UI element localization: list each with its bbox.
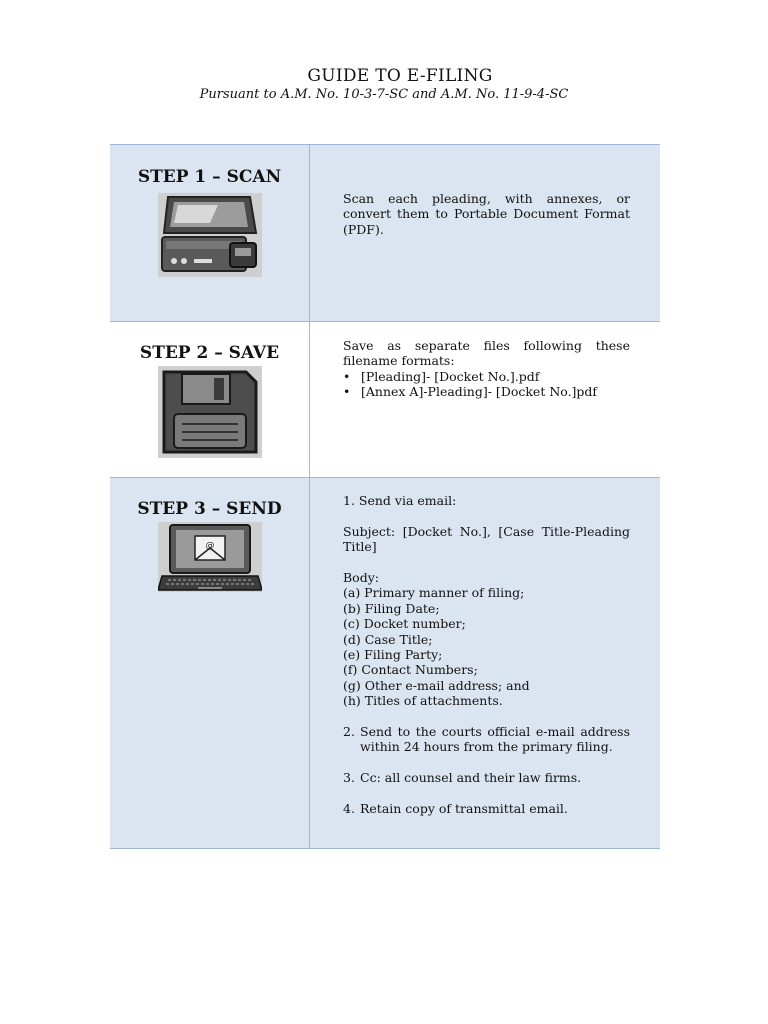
filename-format-list — [343, 369, 630, 400]
send-step-item-1: 1. Send via email: — [343, 493, 457, 508]
body-item: (b) Filing Date; — [343, 600, 440, 616]
step-2-title: STEP 2 – SAVE — [139, 343, 280, 363]
body-item: (d) Case Title; — [343, 631, 433, 647]
step-label-cell — [110, 145, 310, 322]
item-number: 4. — [343, 801, 355, 817]
body-item: (e) Filing Party; — [343, 647, 443, 663]
body-item: (c) Docket number; — [343, 616, 466, 632]
list-item: • [Pleading]- [Docket No.].pdf — [343, 369, 630, 384]
item-number: 3. — [343, 770, 355, 786]
step-row-save — [110, 322, 660, 478]
step-description-cell — [310, 145, 661, 322]
send-step-item-2 — [343, 724, 630, 755]
send-step-item-3 — [343, 770, 630, 785]
step-2-intro: Save as separate files following these filename formats: — [343, 338, 630, 369]
page-title: GUIDE TO E-FILING — [307, 66, 493, 86]
svg-text:@: @ — [205, 541, 214, 551]
step-3-title: STEP 3 – SEND — [137, 499, 282, 519]
email-body-label: Body: — [343, 570, 379, 585]
body-item: (a) Primary manner of filing; — [343, 585, 525, 601]
steps-table — [110, 144, 660, 849]
item-text: Send to the courts official e-mail address within 24 hours from the primary filing. — [360, 724, 630, 755]
step-1-text: Scan each pleading, with annexes, or convert them to Portable Document Format (PDF). — [343, 191, 630, 237]
step-label-cell — [110, 478, 310, 849]
step-label-cell — [110, 322, 310, 478]
step-description-cell — [310, 478, 661, 849]
step-row-send — [110, 478, 660, 849]
floppy-disk-icon — [158, 366, 262, 458]
send-step-item-4 — [343, 801, 630, 816]
item-text: Cc: all counsel and their law firms. — [360, 770, 582, 786]
step-1-title: STEP 1 – SCAN — [137, 167, 282, 187]
item-number: 2. — [343, 724, 355, 740]
page-subtitle: Pursuant to A.M. No. 10-3-7-SC and A.M. No. 11-9-4-SC — [199, 87, 569, 102]
laptop-email-icon — [158, 522, 262, 592]
body-item: (g) Other e-mail address; and — [343, 677, 530, 693]
step-description-cell — [310, 322, 661, 478]
item-text: Retain copy of transmittal email. — [360, 801, 568, 817]
body-item: (h) Titles of attachments. — [343, 693, 503, 709]
email-subject-format: Subject: [Docket No.], [Case Title-Pleading Title] — [343, 523, 630, 555]
list-item: • [Annex A]-Pleading]- [Docket No.]pdf — [343, 384, 630, 399]
body-item: (f) Contact Numbers; — [343, 662, 478, 678]
scanner-icon — [158, 193, 262, 277]
step-row-scan — [110, 145, 660, 322]
